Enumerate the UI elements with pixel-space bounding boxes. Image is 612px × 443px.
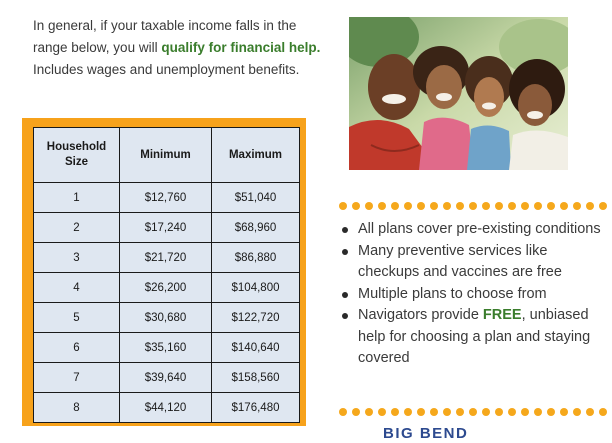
table-row [34,333,300,363]
table-row [34,273,300,303]
table-row [34,363,300,393]
cell-maximum: $122,720 [212,303,300,333]
cell-size: 8 [34,393,120,423]
table-row [34,303,300,333]
income-table-frame [22,118,306,426]
dotted-divider-bottom [339,408,612,418]
cell-minimum: $30,680 [120,303,212,333]
cell-size: 7 [34,363,120,393]
cell-maximum: $104,800 [212,273,300,303]
cell-minimum: $12,760 [120,183,212,213]
list-item: Multiple plans to choose from [340,284,612,306]
family-photo [349,17,568,170]
intro-paragraph [33,15,323,81]
income-table [33,127,300,423]
cell-minimum: $17,240 [120,213,212,243]
list-item: All plans cover pre-existing conditions [340,219,612,241]
table-header-row [34,128,300,183]
cell-size: 2 [34,213,120,243]
header-minimum: Minimum [120,128,212,183]
cell-minimum: $35,160 [120,333,212,363]
cell-size: 6 [34,333,120,363]
intro-text-end: Includes wages and unemployment benefits. [33,62,300,77]
cell-maximum: $176,480 [212,393,300,423]
cell-minimum: $21,720 [120,243,212,273]
table-row [34,183,300,213]
list-item: Many preventive services like checkups and vaccines are free [340,241,612,284]
cell-maximum: $158,560 [212,363,300,393]
cell-size: 4 [34,273,120,303]
cell-size: 1 [34,183,120,213]
cell-minimum: $39,640 [120,363,212,393]
cell-maximum: $86,880 [212,243,300,273]
cell-minimum: $26,200 [120,273,212,303]
benefits-list [340,219,612,370]
intro-text-start: In general, if your taxable income falls in the range below, you will [33,18,297,55]
cell-maximum: $51,040 [212,183,300,213]
cell-size: 3 [34,243,120,273]
free-highlight: FREE [482,307,522,323]
header-maximum: Maximum [212,128,300,183]
cell-minimum: $44,120 [120,393,212,423]
table-row [34,393,300,423]
cell-maximum: $140,640 [212,333,300,363]
table-row [34,243,300,273]
dotted-divider-top [339,202,612,212]
cell-maximum: $68,960 [212,213,300,243]
header-household-size: Household Size [34,128,120,183]
table-row [34,213,300,243]
intro-highlight: qualify for financial help. [161,40,321,55]
list-item: Navigators provide FREE, unbiased help for choosing a plan and staying covered [340,305,612,370]
brand-name: BIG BEND [383,425,469,442]
cell-size: 5 [34,303,120,333]
